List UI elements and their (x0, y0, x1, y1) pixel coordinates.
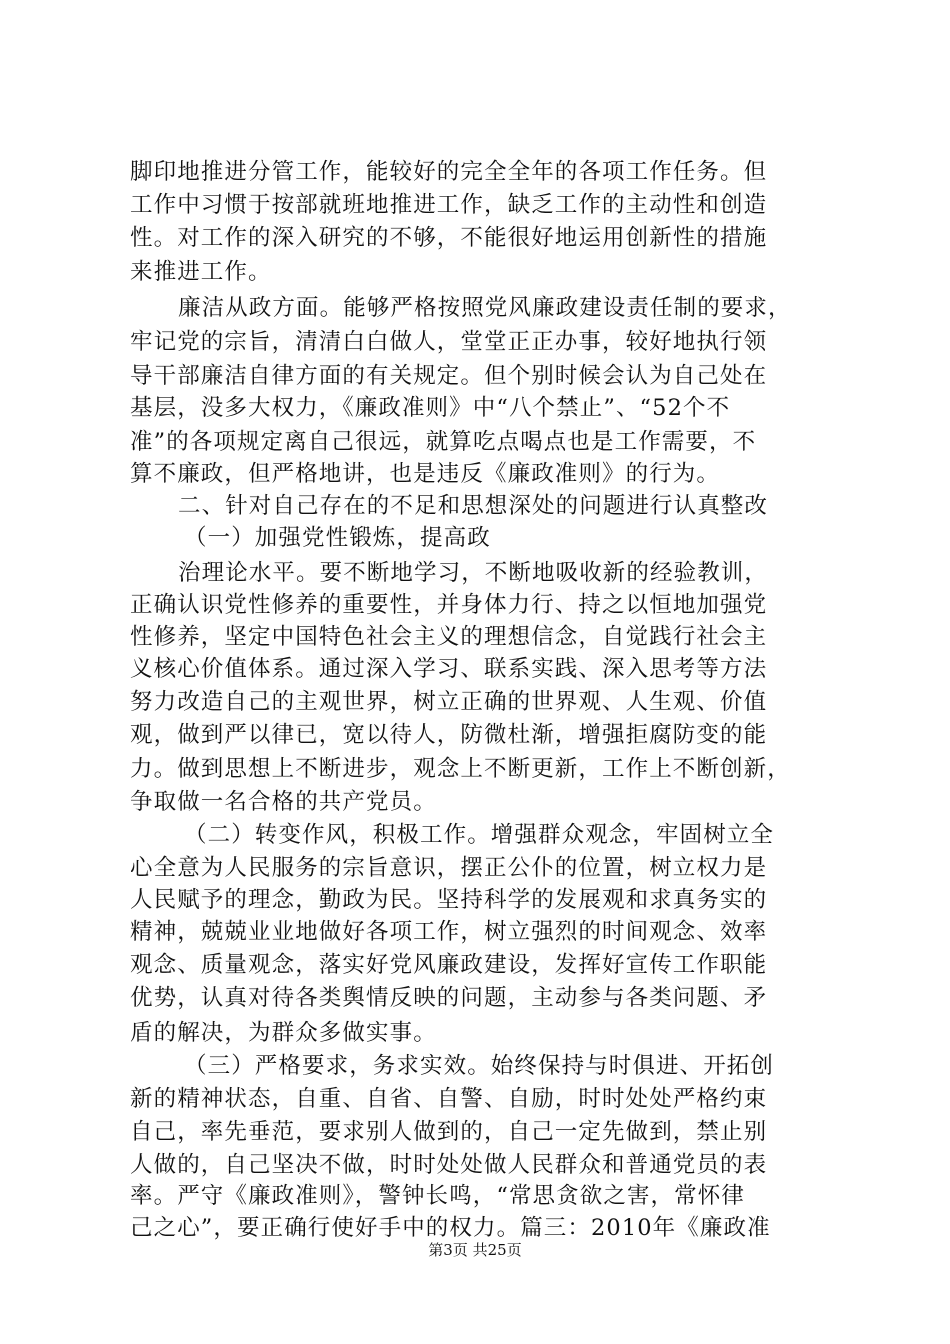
text-line: 性修养，坚定中国特色社会主义的理想信念，自觉践行社会主 (130, 624, 768, 650)
text-line: 人做的，自己坚决不做，时时处处做人民群众和普通党员的表 (130, 1152, 768, 1178)
text-line: 自己，率先垂范，要求别人做到的，自己一定先做到，禁止别 (130, 1119, 768, 1145)
text-line: 导干部廉洁自律方面的有关规定。但个别时候会认为自己处在 (130, 363, 768, 389)
text-line: 来推进工作。 (130, 259, 272, 285)
text-line: 己之心”，要正确行使好手中的权力。篇三：2010年《廉政准 (130, 1215, 771, 1241)
section-heading: 二、针对自己存在的不足和思想深处的问题进行认真整改 (178, 493, 769, 519)
text-line: 优势，认真对待各类舆情反映的问题，主动参与各类问题、矛 (130, 985, 768, 1011)
text-line: 观，做到严以律已，宽以待人，防微杜渐，增强拒腐防变的能 (130, 722, 768, 748)
text-line: 工作中习惯于按部就班地推进工作，缺乏工作的主动性和创造 (130, 192, 768, 218)
page-number: 第3页 共25页 (428, 1241, 522, 1259)
text-line: 精神，兢兢业业地做好各项工作，树立强烈的时间观念、效率 (130, 919, 768, 945)
subsection-heading: （一）加强党性锻炼，提高政 (184, 525, 491, 551)
text-line: 努力改造自己的主观世界，树立正确的世界观、人生观、价值 (130, 689, 768, 715)
text-line: 争取做一名合格的共产党员。 (130, 789, 437, 815)
text-line: 盾的解决，为群众多做实事。 (130, 1020, 437, 1046)
text-line: 治理论水平。要不断地学习，不断地吸收新的经验教训， (178, 560, 769, 586)
text-line: 牢记党的宗旨，清清白白做人，堂堂正正办事，较好地执行领 (130, 329, 768, 355)
text-line: 性。对工作的深入研究的不够，不能很好地运用创新性的措施 (130, 225, 768, 251)
text-line: （三）严格要求，务求实效。始终保持与时俱进、开拓创 (184, 1053, 775, 1079)
text-line: （二）转变作风，积极工作。增强群众观念，牢固树立全 (184, 822, 775, 848)
text-line: 人民赋予的理念，勤政为民。坚持科学的发展观和求真务实的 (130, 887, 768, 913)
text-line: 义核心价值体系。通过深入学习、联系实践、深入思考等方法 (130, 656, 768, 682)
text-line: 正确认识党性修养的重要性，并身体力行、持之以恒地加强党 (130, 592, 768, 618)
text-line: 准”的各项规定离自己很远，就算吃点喝点也是工作需要，不 (130, 429, 757, 455)
text-line: 率。严守《廉政准则》，警钟长鸣，“常思贪欲之害，常怀律 (130, 1183, 745, 1209)
text-line: 廉洁从政方面。能够严格按照党风廉政建设责任制的要求， (178, 295, 792, 321)
text-line: 心全意为人民服务的宗旨意识，摆正公仆的位置，树立权力是 (130, 855, 768, 881)
text-line: 新的精神状态，自重、自省、自警、自励，时时处处严格约束 (130, 1086, 768, 1112)
text-line: 观念、质量观念，落实好党风廉政建设，发挥好宣传工作职能 (130, 952, 768, 978)
text-line: 力。做到思想上不断进步，观念上不断更新，工作上不断创新， (130, 756, 791, 782)
text-line: 基层，没多大权力，《廉政准则》中“八个禁止”、“52个不 (130, 395, 731, 421)
text-line: 算不廉政，但严格地讲，也是违反《廉政准则》的行为。 (130, 461, 721, 487)
text-line: 脚印地推进分管工作，能较好的完全全年的各项工作任务。但 (130, 159, 768, 185)
